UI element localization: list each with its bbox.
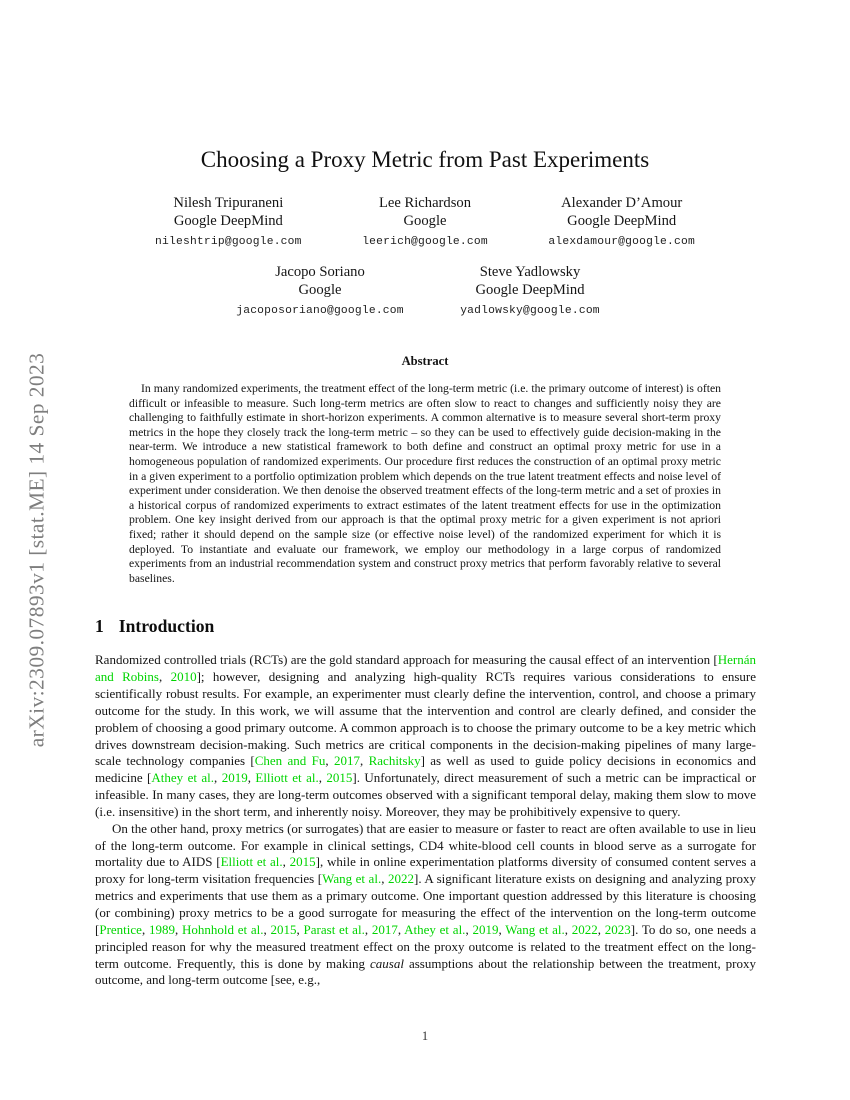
citation-link[interactable]: 2015: [270, 921, 297, 937]
page-number: 1: [421, 1029, 429, 1043]
citation-link[interactable]: 2017: [334, 753, 360, 769]
citation-link[interactable]: Hernán and Robins: [95, 652, 756, 685]
author-name: Jacopo Soriano: [275, 264, 365, 280]
citation-link[interactable]: 2015: [289, 854, 316, 870]
author-email: jacoposoriano@google.com: [236, 305, 404, 317]
citation-link[interactable]: 2019: [221, 770, 248, 786]
section-title: Introduction: [118, 616, 215, 637]
author: [523, 194, 720, 248]
citation-link[interactable]: Elliott et al.: [220, 854, 283, 870]
citation-link[interactable]: Elliott et al.: [255, 770, 319, 786]
author-name: Lee Richardson: [379, 195, 471, 211]
citation-link[interactable]: 1989: [148, 921, 175, 937]
intro-paragraph-2: On the other hand, proxy metrics (or surrogates) that are easier to measure or faster to react are often available to use in lieu of the long-term outcome. For example in clinical settings, CD4 white-blood cell counts in blood serve as a surrogate for mortality due to AIDS [Elliott et al., 2015], while in online experimentation platforms diversity of consumed content serves a proxy for long-term visitation frequencies [Wang et al., 2022]. A significant literature exists on designing and analyzing proxy metrics and experiments that use them as a primary outcome. One important question addressed by this literature is choosing (or combining) proxy metrics to be a good surrogate for measuring the effect of the intervention on the long-term outcome [Prentice, 1989, Hohnhold et al., 2015, Parast et al., 2017, Athey et al., 2019, Wang et al., 2022, 2023]. To do so, one needs a principled reason for why the measured treatment effect on the proxy outcome is related to the treatment effect on the long-term outcome. Frequently, this is done by making causal assumptions about the relationship between the treatment, proxy outcome, and long-term outcome [see, e.g.,: [95, 820, 757, 988]
author-affiliation: Google DeepMind: [173, 213, 283, 229]
author-name: Alexander D’Amour: [561, 195, 683, 211]
abstract-heading: Abstract: [401, 354, 449, 368]
paper-title: Choosing a Proxy Metric from Past Experiments: [200, 147, 650, 172]
author-affiliation: Google: [403, 213, 447, 229]
author-email: alexdamour@google.com: [548, 236, 695, 248]
citation-link[interactable]: Hohnhold et al.: [181, 921, 264, 937]
author-email: nileshtrip@google.com: [155, 236, 302, 248]
citation-link[interactable]: 2022: [571, 921, 598, 937]
author-email: yadlowsky@google.com: [460, 305, 600, 317]
author-block-row-1: [130, 194, 720, 248]
citation-link[interactable]: Wang et al.: [322, 871, 382, 887]
author-block-row-2: [215, 263, 635, 317]
author-name: Nilesh Tripuraneni: [173, 195, 284, 211]
citation-link[interactable]: Rachitsky: [368, 753, 421, 769]
author: [215, 263, 425, 317]
citation-link[interactable]: Parast et al.: [303, 921, 365, 937]
citation-link[interactable]: Chen and Fu: [254, 753, 326, 769]
citation-link[interactable]: 2023: [604, 921, 631, 937]
author-affiliation: Google DeepMind: [475, 282, 585, 298]
citation-link[interactable]: 2019: [472, 921, 499, 937]
intro-paragraph-1: Randomized controlled trials (RCTs) are the gold standard approach for measuring the causal effect of an intervention [Hernán and Robins, 2010]; however, designing and analyzing high-quality RCTs requires various considerations to ensure scientifically robust results. For example, an experimenter must clearly define the intervention, control, and choose a primary outcome for the study. In this work, we will assume that the intervention and control are clearly defined, and consider the problem of choosing a good primary outcome. A common approach is to choose the primary outcome to be a key metric which drives downstream decision-making. Such metrics are critical components in the decision-making pipelines of many large-scale technology companies [Chen and Fu, 2017, Rachitsky] as well as used to guide policy decisions in economics and medicine [Athey et al., 2019, Elliott et al., 2015]. Unfortunately, direct measurement of such a metric can be impractical or infeasible. In many cases, they are long-term outcomes observed with a significant temporal delay, making them slow to move (i.e. insensitive) in the short term, and inherently noisy. Moreover, they may be prohibitively expensive to query.: [95, 652, 757, 819]
author-affiliation: Google DeepMind: [567, 213, 677, 229]
arxiv-watermark: arXiv:2309.07893v1 [stat.ME] 14 Sep 2023: [24, 352, 49, 748]
citation-link[interactable]: Wang et al.: [505, 921, 565, 937]
author-email: leerich@google.com: [362, 236, 488, 248]
author: [425, 263, 635, 317]
citation-link[interactable]: Prentice: [99, 921, 142, 937]
abstract-section: [0, 354, 850, 586]
citation-link[interactable]: Athey et al.: [404, 921, 466, 937]
section-number: 1: [95, 616, 104, 637]
citation-link[interactable]: 2017: [371, 921, 398, 937]
emphasis-text: causal: [370, 955, 404, 971]
author-name: Steve Yadlowsky: [479, 264, 581, 280]
citation-link[interactable]: 2010: [170, 669, 197, 685]
abstract-text: In many randomized experiments, the treatment effect of the long-term metric (i.e. the primary outcome of interest) is often difficult or infeasible to measure. Such long-term metrics are often slow to react to changes and sufficiently noisy they are challenging to faithfully estimate in short-horizon experiments. A common alternative is to measure several short-term proxy metrics in the hope they closely track the long-term metric – so they can be used to effectively guide decision-making in the near-term. We introduce a new statistical framework to both define and construct an optimal proxy metric for use in a homogeneous population of randomized experiments. Our procedure first reduces the construction of an optimal proxy metric in a given experiment to a portfolio optimization problem which depends on the true latent treatment effects and noise level of experiment under consideration. We then denoise the observed treatment effects of the long-term metric and a set of proxies in a historical corpus of randomized experiments to extract estimates of the latent treatment effects for use in the optimization problem. One key insight derived from our approach is that the optimal proxy metric for a given experiment is not apriori fixed; rather it should depend on the sample size (or effective noise level) of the randomized experiment for which it is deployed. To instantiate and evaluate our framework, we employ our methodology in a large corpus of randomized experiments from an industrial recommendation system and construct proxy metrics that perform favorably relative to several baselines.: [129, 382, 721, 585]
section-heading-introduction: [95, 616, 850, 637]
author: [130, 194, 327, 248]
author: [327, 194, 524, 248]
citation-link[interactable]: 2015: [326, 770, 353, 786]
citation-link[interactable]: Athey et al.: [151, 770, 215, 786]
author-affiliation: Google: [298, 282, 342, 298]
citation-link[interactable]: 2022: [388, 871, 414, 887]
